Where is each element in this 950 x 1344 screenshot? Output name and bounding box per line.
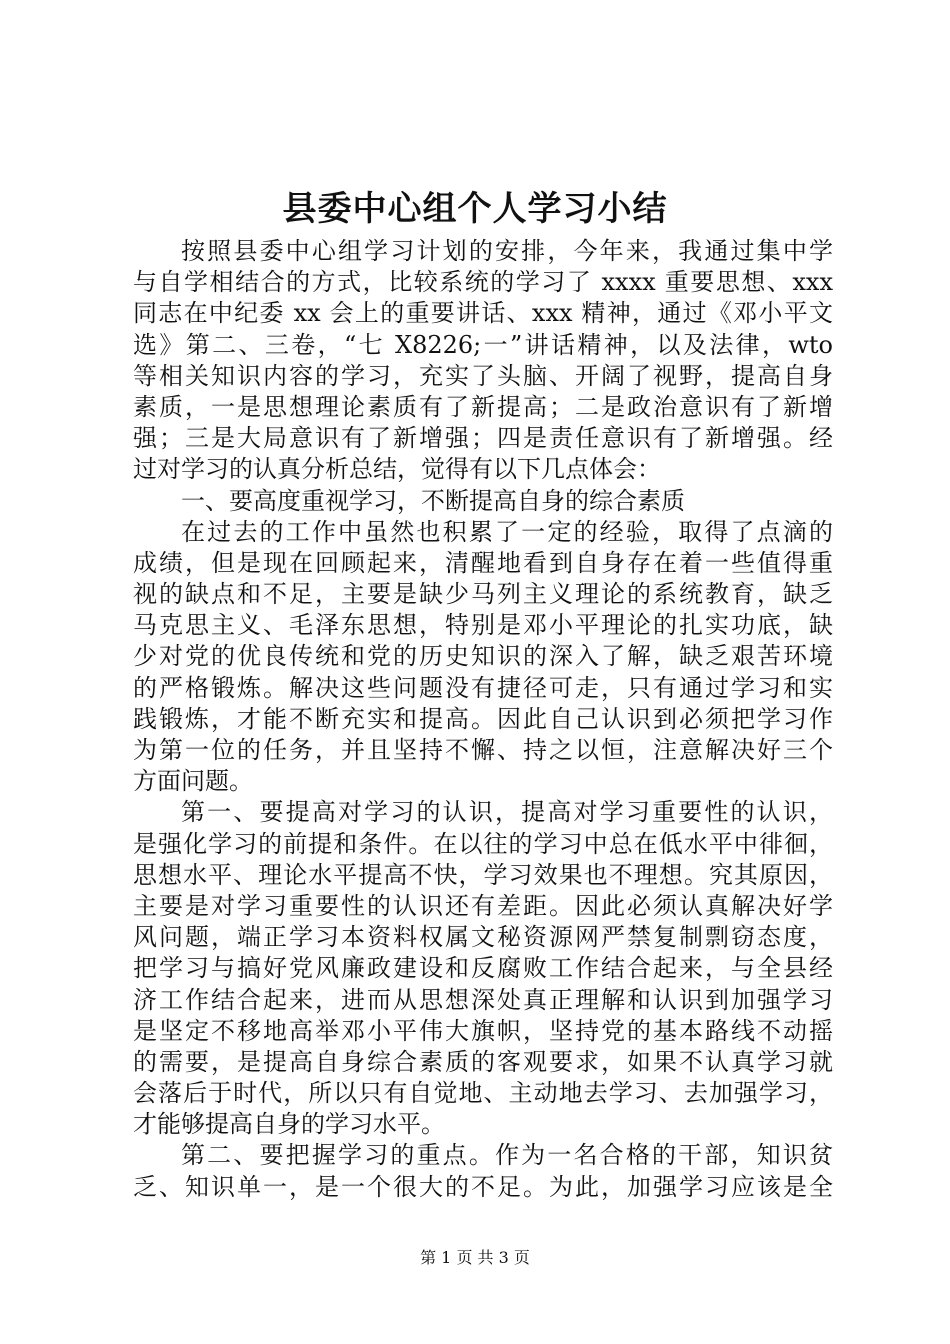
body-line: 一、要高度重视学习，不断提高自身的综合素质 <box>181 486 685 515</box>
body-line: 同志在中纪委 xx 会上的重要讲话、xxx 精神，通过《邓小平文 <box>133 299 833 328</box>
body-line: 强；三是大局意识有了新增强；四是责任意识有了新增强。经 <box>133 424 833 453</box>
body-line: 的严格锻炼。解决这些问题没有捷径可走，只有通过学习和实 <box>133 673 833 702</box>
body-line: 等相关知识内容的学习，充实了头脑、开阔了视野，提高自身 <box>133 361 833 390</box>
body-line: 把学习与搞好党风廉政建设和反腐败工作结合起来，与全县经 <box>133 954 833 983</box>
body-line: 第一、要提高对学习的认识，提高对学习重要性的认识， <box>181 798 833 827</box>
body-line: 风问题，端正学习本资料权属文秘资源网严禁复制剽窃态度， <box>133 923 833 952</box>
body-line: 按照县委中心组学习计划的安排，今年来，我通过集中学 <box>181 237 833 265</box>
body-line: 践锻炼，才能不断充实和提高。因此自己认识到必须把学习作 <box>133 704 833 733</box>
body-line: 过对学习的认真分析总结，觉得有以下几点体会： <box>133 455 661 484</box>
body-line: 在过去的工作中虽然也积累了一定的经验，取得了点滴的 <box>181 517 833 546</box>
body-line: 第二、要把握学习的重点。作为一名合格的干部，知识贫 <box>181 1141 833 1170</box>
body-line: 成绩，但是现在回顾起来，清醒地看到自身存在着一些值得重 <box>133 548 833 577</box>
body-line: 选》第二、三卷，“七 X8226;一”讲话精神，以及法律，wto <box>133 330 833 359</box>
body-line: 视的缺点和不足，主要是缺少马列主义理论的系统教育，缺乏 <box>133 580 833 609</box>
document-body <box>133 236 833 1203</box>
body-line: 思想水平、理论水平提高不快，学习效果也不理想。究其原因， <box>133 860 833 889</box>
body-line: 方面问题。 <box>133 767 253 796</box>
body-line: 会落后于时代，所以只有自觉地、主动地去学习、去加强学习， <box>133 1079 833 1108</box>
body-line: 马克思主义、毛泽东思想，特别是邓小平理论的扎实功底，缺 <box>133 611 833 640</box>
body-line: 是强化学习的前提和条件。在以往的学习中总在低水平中徘徊， <box>133 829 833 858</box>
body-line: 才能够提高自身的学习水平。 <box>133 1110 445 1139</box>
body-line: 与自学相结合的方式，比较系统的学习了 xxxx 重要思想、xxx <box>133 268 833 297</box>
body-line: 素质，一是思想理论素质有了新提高；二是政治意识有了新增 <box>133 392 833 421</box>
body-line: 济工作结合起来，进而从思想深处真正理解和认识到加强学习 <box>133 985 833 1014</box>
page-footer: 第 1 页 共 3 页 <box>420 1248 530 1267</box>
body-line: 是坚定不移地高举邓小平伟大旗帜，坚持党的基本路线不动摇 <box>133 1016 833 1045</box>
body-line: 为第一位的任务，并且坚持不懈、持之以恒，注意解决好三个 <box>133 736 833 764</box>
body-line: 乏、知识单一，是一个很大的不足。为此，加强学习应该是全 <box>133 1172 833 1201</box>
document-title: 县委中心组个人学习小结 <box>282 189 668 229</box>
body-line: 的需要，是提高自身综合素质的客观要求，如果不认真学习就 <box>133 1047 833 1076</box>
body-line: 主要是对学习重要性的认识还有差距。因此必须认真解决好学 <box>133 891 833 920</box>
body-line: 少对党的优良传统和党的历史知识的深入了解，缺乏艰苦环境 <box>133 642 833 671</box>
